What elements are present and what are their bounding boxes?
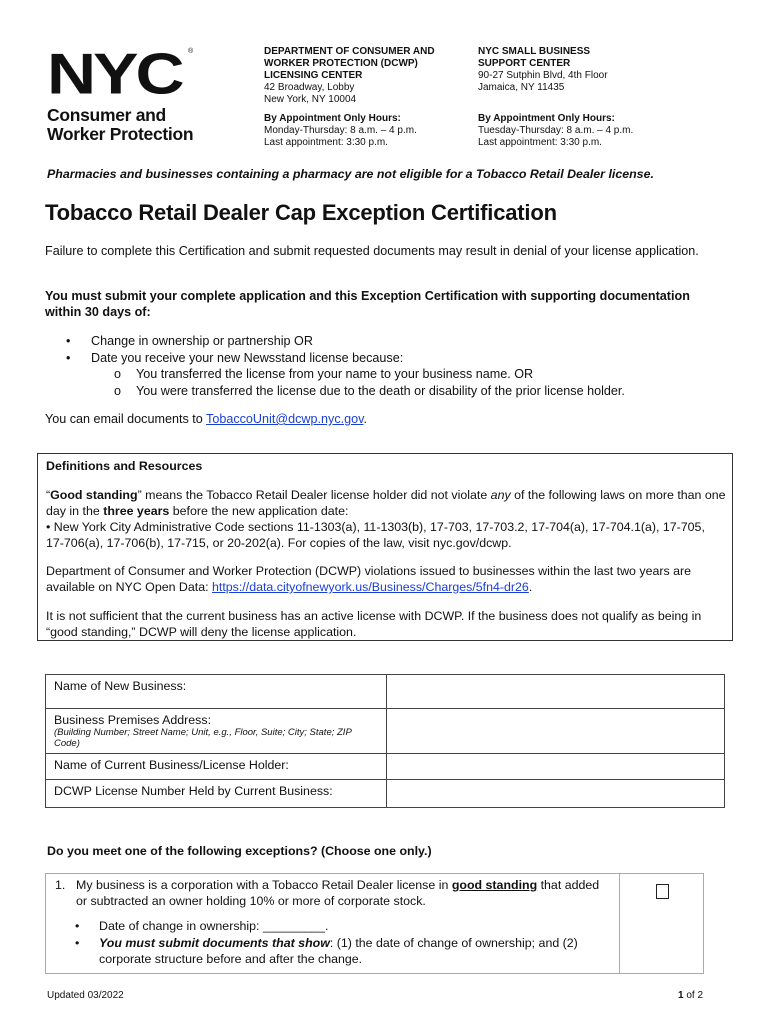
not-sufficient-note: It is not sufficient that the current business has an active license with DCWP. If the business does not qualify as being in “good standing,” DCWP will deny the license application.: [46, 609, 702, 639]
office1-name2: WORKER PROTECTION (DCWP): [264, 58, 418, 69]
gs-text3: before the new application date:: [169, 504, 349, 518]
e1-documents-rest: : (1) the date of change of ownership; and (2) corporate structure before and after the change.: [99, 936, 578, 966]
premises-hint: (Building Number; Street Name; Unit, e.g., Floor, Suite; City; State; ZIP Code): [54, 727, 352, 749]
bullet-dot: •: [75, 936, 80, 950]
sub-bullet-transferred-name: You transferred the license from your name to your business name. OR: [136, 367, 534, 381]
gs-text2: of the following laws on more than one day in the: [46, 488, 726, 518]
exceptions-question: Do you meet one of the following exceptions? (Choose one only.): [47, 844, 432, 858]
e1-date-change: Date of change in ownership: _________.: [99, 919, 329, 933]
violations-info: [46, 563, 726, 595]
agency-name-line2: Worker Protection: [47, 124, 194, 144]
good-standing-term: Good standing: [50, 488, 138, 502]
new-business-field[interactable]: [387, 675, 725, 709]
e1-documents-bold: You must submit documents that show: [99, 936, 330, 950]
small-business-center-info: [478, 46, 633, 149]
email-link[interactable]: TobaccoUnit@dcwp.nyc.gov: [206, 412, 364, 426]
premises-label: Business Premises Address:: [54, 713, 212, 727]
premises-label-cell: [46, 709, 387, 754]
bullet-dot: •: [75, 919, 80, 933]
business-info-table: [45, 674, 725, 808]
bullet-newsstand: Date you receive your new Newsstand license because:: [91, 351, 404, 365]
office1-name3: LICENSING CENTER: [264, 70, 363, 81]
sub-bullet-marker: o: [114, 384, 122, 398]
current-holder-field[interactable]: [387, 754, 725, 780]
submit-instructions: You must submit your complete application and this Exception Certification with supporting documentation within 30 days of:: [45, 289, 690, 319]
e1-documents: [99, 935, 604, 967]
updated-date: Updated 03/2022: [47, 990, 124, 1001]
office1-last: Last appointment: 3:30 p.m.: [264, 137, 388, 148]
exception-1-number: 1.: [55, 878, 66, 892]
bullet-dot: •: [66, 334, 71, 348]
agency-name-line1: Consumer and: [47, 105, 166, 125]
licensing-center-info: [264, 46, 435, 149]
sub-bullet-marker: o: [114, 367, 122, 381]
pharmacy-warning: Pharmacies and businesses containing a pharmacy are not eligible for a Tobacco Retail Dealer license.: [47, 167, 654, 181]
premises-field[interactable]: [387, 709, 725, 754]
office2-hours: Tuesday-Thursday: 8 a.m. – 4 p.m.: [478, 125, 634, 136]
office1-name1: DEPARTMENT OF CONSUMER AND: [264, 46, 435, 57]
e1-text2: that added or subtracted an owner holding 10% or more of corporate stock.: [76, 878, 600, 908]
email-suffix: .: [363, 412, 367, 426]
admin-code-sections: • New York City Administrative Code sections 11-1303(a), 11-1303(b), 17-703, 17-703.2, 17-704(a), 17-704.1(a), 17-705, 17-706(a), 17-706(b), 17-715, or 20-202(a). For copies of the law, visit nyc.gov/dcwp.: [46, 520, 705, 550]
email-prefix: You can email documents to: [45, 412, 207, 426]
office2-name1: NYC SMALL BUSINESS: [478, 46, 591, 57]
page-current: 1: [678, 990, 684, 1001]
violations-text: Department of Consumer and Worker Protection (DCWP) violations issued to businesses within the last two years are available on NYC Open Data:: [46, 564, 692, 594]
office2-hours-title: By Appointment Only Hours:: [478, 113, 615, 124]
page-number: [678, 990, 703, 1001]
nyc-logo: NYC: [47, 41, 182, 107]
agency-name: [47, 106, 193, 144]
current-holder-label: Name of Current Business/License Holder:: [46, 754, 387, 780]
office2-addr1: 90-27 Sutphin Blvd, 4th Floor: [478, 70, 608, 81]
license-number-field[interactable]: [387, 780, 725, 808]
office1-hours-title: By Appointment Only Hours:: [264, 113, 401, 124]
office2-addr2: Jamaica, NY 11435: [478, 82, 565, 93]
office2-last: Last appointment: 3:30 p.m.: [478, 137, 602, 148]
e1-text1: My business is a corporation with a Tobacco Retail Dealer license in: [76, 878, 452, 892]
e1-good-standing: good standing: [451, 878, 538, 892]
exception-1-box: [45, 873, 704, 974]
sub-bullet-death-disability: You were transferred the license due to the death or disability of the prior license holder.: [136, 384, 625, 398]
page-title: Tobacco Retail Dealer Cap Exception Certification: [45, 200, 557, 225]
open-data-link[interactable]: https://data.cityofnewyork.us/Business/Charges/5fn4-dr26: [212, 580, 529, 594]
definitions-heading: Definitions and Resources: [46, 459, 203, 473]
new-business-label: Name of New Business:: [46, 675, 387, 709]
registered-mark: ®: [188, 48, 194, 55]
office1-addr1: 42 Broadway, Lobby: [264, 82, 355, 93]
violations-end: .: [528, 580, 533, 594]
exception-1-text: [76, 877, 606, 909]
gs-any: any: [490, 488, 511, 502]
email-line: [45, 411, 725, 427]
office1-hours: Monday-Thursday: 8 a.m. – 4 p.m.: [264, 125, 417, 136]
gs-three-years: three years: [103, 504, 170, 518]
exception-divider: [619, 874, 620, 973]
bullet-ownership-change: Change in ownership or partnership OR: [91, 334, 313, 348]
office1-addr2: New York, NY 10004: [264, 94, 357, 105]
exception-1-checkbox[interactable]: [656, 884, 669, 899]
gs-text1: ” means the Tobacco Retail Dealer license holder did not violate: [137, 488, 491, 502]
open-quote: “: [46, 488, 51, 502]
intro-text: Failure to complete this Certification and submit requested documents may result in denial of your license application.: [45, 244, 699, 258]
page-total: of 2: [683, 990, 704, 1001]
license-number-label: DCWP License Number Held by Current Business:: [46, 780, 387, 808]
bullet-dot: •: [66, 351, 71, 365]
definitions-box: [37, 453, 733, 641]
office2-name2: SUPPORT CENTER: [478, 58, 571, 69]
good-standing-definition: [46, 487, 726, 519]
